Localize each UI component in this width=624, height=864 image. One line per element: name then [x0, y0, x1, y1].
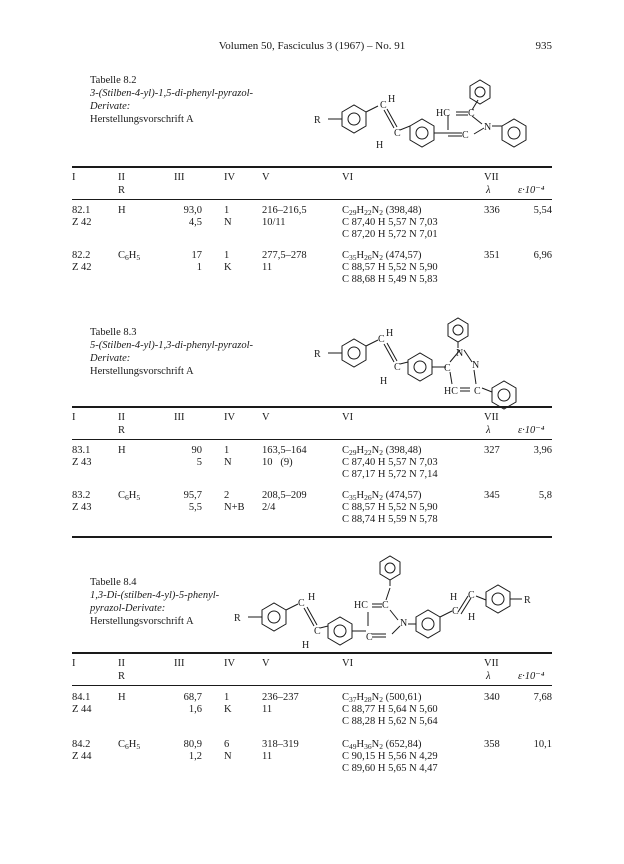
- svg-text:C: C: [468, 108, 475, 119]
- procedure-label: Herstellungsvorschrift A: [90, 114, 194, 125]
- table-caption: [90, 576, 219, 628]
- svg-text:C: C: [394, 362, 401, 373]
- svg-text:H: H: [376, 140, 384, 151]
- molecular-formula: $C_{49}H_{36}N_2$ (652,84): [342, 739, 422, 751]
- aromatic-circle: [348, 113, 360, 125]
- col-head-r: R: [118, 185, 126, 196]
- table-top-rule: [72, 406, 552, 408]
- svg-text:H: H: [388, 94, 396, 105]
- table-head-rule: [72, 199, 552, 200]
- svg-text:HC: HC: [444, 386, 458, 397]
- structure-r-label: R: [314, 349, 321, 360]
- col-head-vii: VII: [484, 172, 499, 183]
- svg-text:H: H: [468, 612, 476, 623]
- table-label: Tabelle 8.3: [90, 327, 137, 338]
- table-title-line1: 3-(Stilben-4-yl)-1,5-di-phenyl-pyrazol-: [90, 88, 253, 99]
- col-head-iv: IV: [224, 172, 236, 183]
- svg-text:N: N: [456, 348, 464, 359]
- benzene-ring: [342, 105, 366, 133]
- table-top-rule: [72, 652, 552, 654]
- molecular-formula: $C_{35}H_{26}N_2$ (474,57): [342, 490, 422, 502]
- col-head-i: I: [72, 172, 76, 183]
- svg-text:C: C: [444, 363, 451, 374]
- procedure-label: Herstellungsvorschrift A: [90, 366, 194, 377]
- svg-text:C: C: [380, 100, 387, 111]
- table-title-line2: Derivate:: [90, 353, 131, 364]
- table-label: Tabelle 8.4: [90, 577, 137, 588]
- benzene-ring: [410, 119, 434, 147]
- col-head-epsilon: ε·10⁻⁴: [518, 185, 545, 196]
- svg-text:C: C: [382, 600, 389, 611]
- page-number: 935: [535, 40, 552, 52]
- molecular-formula: $C_{29}H_{22}N_2$ (398,48): [342, 445, 422, 457]
- substituent-formula: $C_6H_5$: [118, 250, 141, 262]
- table-8-2: Tabelle 8.2 3-(Stilben-4-yl)-1,5-di-phenyl-pyrazol- Derivate: Herstellungsvorschrift A R C H C H HC C C N I II R III IV V VI VII λ ε·10⁻⁴ 82.1 Z 42 H 93,0 4,5 1 N 216–216,5 10/11 $C_{29}H_{22}N_2$ (398,48) C 87,40 H 5,57 N 7,03 C 87,20 H 5,72 N 7,01 336 5,54 82.2 Z 42 $C_6H_5$ 17 1 1 K 277,5–278 11 $C_{35}H_{26}N_2$ (474,57) C 88,57 H 5,52 N 5,90 C 88,68 H 5,49 N 5,83 351 6,96: [72, 60, 552, 300]
- col-head-vi: VI: [342, 172, 354, 183]
- col-head-iii: III: [174, 172, 185, 183]
- svg-text:C: C: [298, 598, 305, 609]
- structure-r-label: R: [314, 115, 321, 126]
- table-title-line2: pyrazol-Derivate:: [90, 603, 166, 614]
- svg-text:C: C: [462, 130, 469, 141]
- col-head-lambda: λ: [486, 185, 491, 196]
- svg-text:H: H: [386, 328, 394, 339]
- substituent-formula: $C_6H_5$: [118, 490, 141, 502]
- table-separator-rule: [72, 536, 552, 538]
- svg-text:C: C: [468, 590, 475, 601]
- svg-text:C: C: [314, 626, 321, 637]
- svg-text:HC: HC: [436, 108, 450, 119]
- structure-diagram: [304, 60, 554, 165]
- svg-text:C: C: [394, 128, 401, 139]
- svg-text:N: N: [472, 360, 480, 371]
- svg-text:H: H: [308, 592, 316, 603]
- svg-text:H: H: [450, 592, 458, 603]
- procedure-label: Herstellungsvorschrift A: [90, 616, 194, 627]
- svg-text:HC: HC: [354, 600, 368, 611]
- structure-r-label: R: [524, 595, 531, 606]
- journal-reference: Volumen 50, Fasciculus 3 (1967) – No. 91: [218, 40, 406, 52]
- structure-r-label: R: [234, 613, 241, 624]
- table-top-rule: [72, 166, 552, 168]
- svg-text:N: N: [484, 122, 492, 133]
- svg-text:C: C: [366, 632, 373, 643]
- table-title-line1: 5-(Stilben-4-yl)-1,3-di-phenyl-pyrazol-: [90, 340, 253, 351]
- structure-diagram: [304, 304, 554, 419]
- svg-text:C: C: [452, 606, 459, 617]
- molecular-formula: $C_{35}H_{26}N_2$ (474,57): [342, 250, 422, 262]
- table-8-3: Tabelle 8.3 5-(Stilben-4-yl)-1,3-di-phenyl-pyrazol- Derivate: Herstellungsvorschrift A R C H C H C N N HC C I II R III IV V VI VII λ ε·10⁻⁴ 83.1 Z 43 H 90 5 1 N 163,5–164 10 (9) $C_{29}H_{22}N_2$ (398,48) C 87,40 H 5,57 N 7,03 C 87,17 H 5,72 N 7,14 327 3,96 83.2 Z 43 $C_6H_5$ 95,7 5,5 2 N+B 208,5–209 2/4 $C_{35}H_{26}N_2$ (474,57) C 88,57 H 5,52 N 5,90 C 88,74 H 5,59 N 5,78 345 5,8: [72, 300, 552, 540]
- table-8-4: Tabelle 8.4 1,3-Di-(stilben-4-yl)-5-phenyl- pyrazol-Derivate: Herstellungsvorschrift A R C H C H HC C C N C H C H R I II R III IV V VI VII λ ε·10⁻⁴ 84.1 Z 44 H 68,7 1,6 1 K 236–237 11 $C_{37}H_{28}N_2$ (500,61) C 88,77 H 5,64 N 5,60 C 88,28 H 5,62 N 5,64 340 7,68 84.2 Z 44 $C_6H_5$ 80,9 1,2 6 N 318–319 11 $C_{49}H_{36}N_2$ (652,84) C 90,15 H 5,56 N 4,29 C 89,60 H 5,65 N 4,47 358 10,1: [72, 536, 552, 836]
- structure-diagram: [222, 554, 552, 665]
- molecular-formula: $C_{37}H_{28}N_2$ (500,61): [342, 692, 422, 704]
- table-caption: [90, 326, 253, 378]
- col-head-v: V: [262, 172, 270, 183]
- svg-text:H: H: [302, 640, 310, 651]
- svg-text:C: C: [474, 386, 481, 397]
- table-title-line2: Derivate:: [90, 101, 131, 112]
- col-head-ii: II: [118, 172, 125, 183]
- table-title-line1: 1,3-Di-(stilben-4-yl)-5-phenyl-: [90, 590, 220, 601]
- molecular-formula: $C_{29}H_{22}N_2$ (398,48): [342, 205, 422, 217]
- table-label: Tabelle 8.2: [90, 75, 137, 86]
- svg-text:C: C: [378, 334, 385, 345]
- table-caption: [90, 74, 253, 126]
- svg-text:H: H: [380, 376, 388, 387]
- svg-text:N: N: [400, 618, 408, 629]
- substituent-formula: $C_6H_5$: [118, 739, 141, 751]
